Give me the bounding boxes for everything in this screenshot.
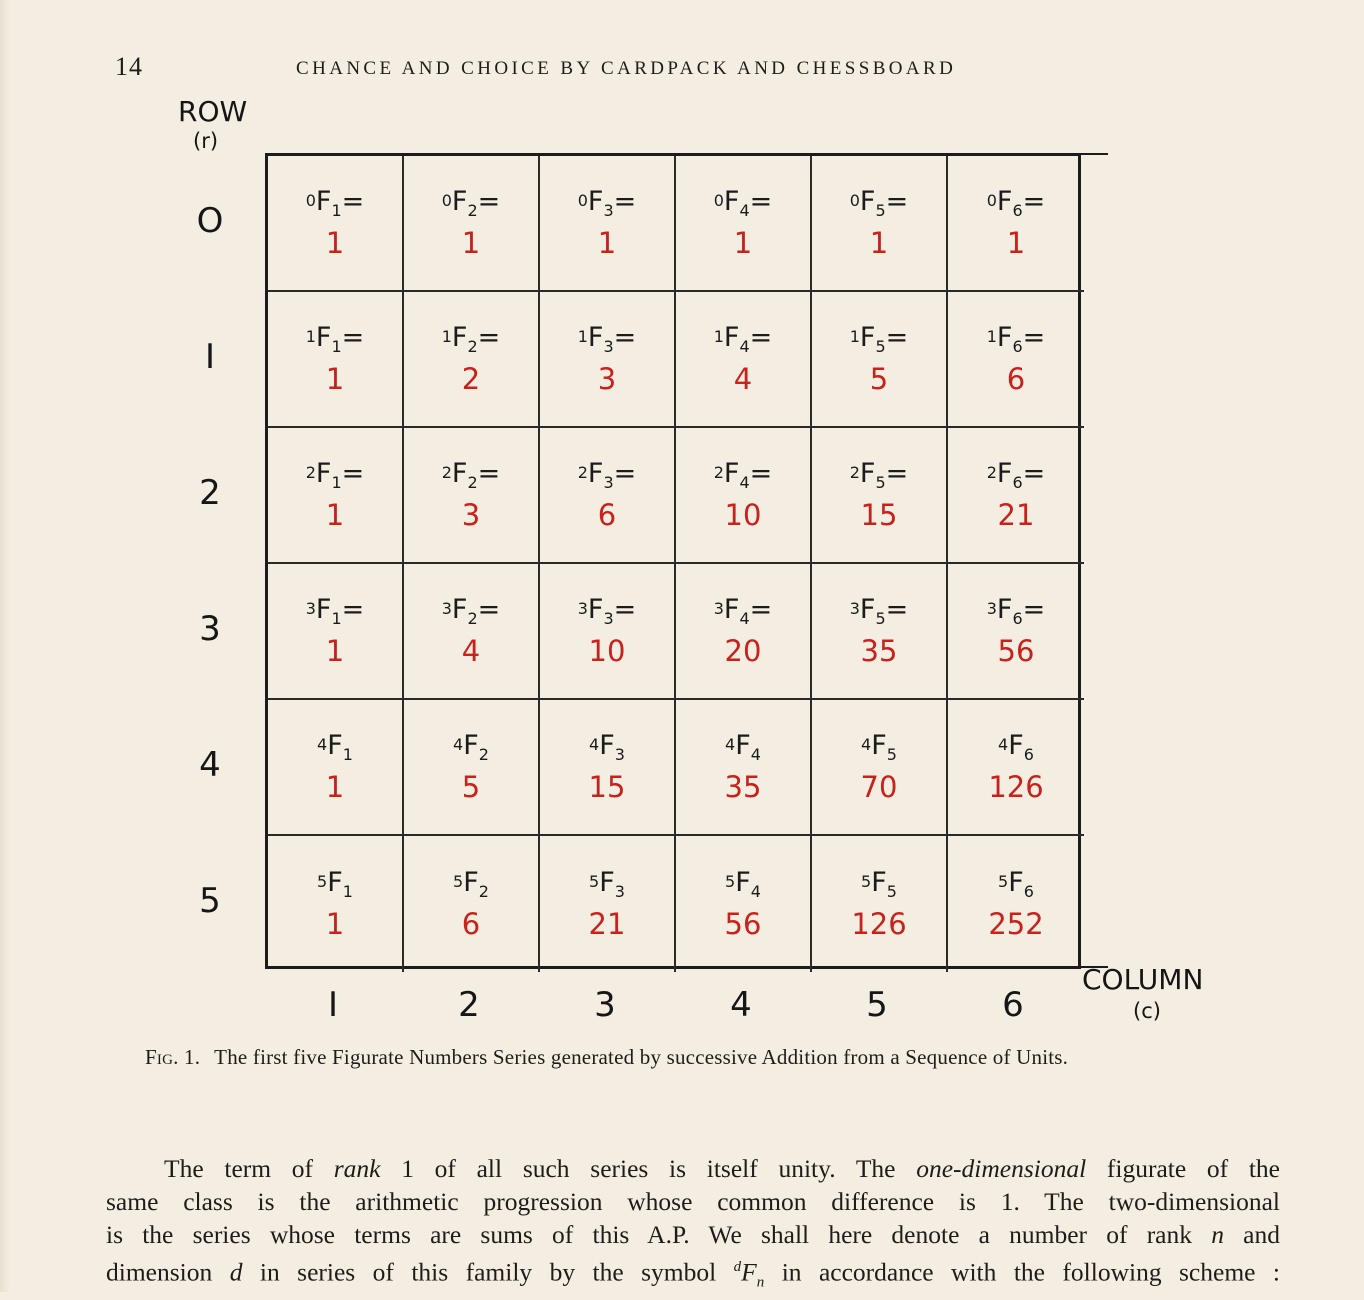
grid-cell	[948, 564, 1084, 700]
cell-value: 6	[597, 498, 617, 532]
cell-symbol: $^1F_6=$	[986, 322, 1046, 356]
row-label: 3	[199, 609, 221, 649]
cell-value: 1	[1006, 226, 1026, 260]
row-label: I	[204, 337, 216, 377]
cell-symbol: $^5F_6$	[998, 867, 1034, 901]
grid-cell	[676, 700, 812, 836]
grid-cell	[676, 156, 812, 292]
grid-cell	[404, 564, 540, 700]
row-label: 2	[199, 473, 221, 513]
cell-value: 10	[588, 634, 626, 668]
cell-value: 1	[597, 226, 617, 260]
grid-cell	[676, 292, 812, 428]
cell-symbol: $^2F_2=$	[441, 458, 501, 492]
cell-value: 1	[325, 498, 345, 532]
cell-value: 1	[461, 226, 481, 260]
cell-symbol: $^3F_2=$	[441, 594, 501, 628]
grid-cell	[812, 564, 948, 700]
cell-symbol: $^5F_3$	[589, 867, 625, 901]
cell-value: 6	[461, 907, 481, 941]
grid-cell	[268, 836, 404, 972]
column-label: 3	[594, 985, 616, 1025]
cell-symbol: $^1F_5=$	[849, 322, 909, 356]
grid-cell	[540, 292, 676, 428]
grid-cell	[676, 564, 812, 700]
cell-value: 4	[733, 362, 753, 396]
cell-value: 21	[997, 498, 1035, 532]
cell-value: 2	[461, 362, 481, 396]
grid-cell	[676, 836, 812, 972]
grid-cell	[812, 700, 948, 836]
body-line: dimension d in series of this family by the symbol $^dF_n$ in accordance with the following scheme :	[106, 1257, 1280, 1291]
column-axis-title: COLUMN	[1082, 963, 1204, 996]
column-label: 6	[1002, 985, 1024, 1025]
grid-cell	[404, 292, 540, 428]
cell-value: 70	[860, 770, 898, 804]
cell-symbol: $^0F_1=$	[305, 186, 365, 220]
cell-value: 5	[869, 362, 889, 396]
grid-cell	[948, 292, 1084, 428]
row-label: O	[196, 201, 224, 241]
caption-label: Fig. 1.	[145, 1045, 201, 1069]
cell-symbol: $^4F_1$	[317, 730, 353, 764]
grid-cell	[404, 428, 540, 564]
cell-symbol: $^2F_1=$	[305, 458, 365, 492]
cell-symbol: $^5F_5$	[861, 867, 897, 901]
cell-symbol: $^2F_6=$	[986, 458, 1046, 492]
cell-symbol: $^4F_5$	[861, 730, 897, 764]
cell-symbol: $^3F_5=$	[849, 594, 909, 628]
cell-symbol: $^0F_2=$	[441, 186, 501, 220]
grid-cell	[268, 292, 404, 428]
cell-symbol: $^4F_3$	[589, 730, 625, 764]
grid-cell	[268, 700, 404, 836]
grid-rule	[1078, 153, 1108, 155]
cell-symbol: $^4F_4$	[725, 730, 761, 764]
body-line: is the series whose terms are sums of this A.P. We shall here denote a number of rank n and	[106, 1220, 1280, 1249]
body-paragraph	[106, 1152, 1280, 1300]
grid-cell	[404, 700, 540, 836]
cell-value: 1	[733, 226, 753, 260]
cell-value: 3	[597, 362, 617, 396]
grid-cell	[812, 292, 948, 428]
grid-cell	[948, 836, 1084, 972]
grid-cell	[540, 564, 676, 700]
cell-value: 252	[988, 907, 1044, 941]
grid-cell	[404, 156, 540, 292]
cell-symbol: $^3F_4=$	[713, 594, 773, 628]
grid-cell	[948, 428, 1084, 564]
cell-value: 10	[724, 498, 762, 532]
column-label: 2	[458, 985, 480, 1025]
row-label: 5	[199, 881, 221, 921]
cell-value: 3	[461, 498, 481, 532]
grid-cell	[948, 700, 1084, 836]
cell-symbol: $^4F_2$	[453, 730, 489, 764]
cell-symbol: $^2F_4=$	[713, 458, 773, 492]
cell-value: 56	[724, 907, 762, 941]
grid-cell	[268, 156, 404, 292]
grid-cell	[540, 836, 676, 972]
body-line: The term of rank 1 of all such series is itself unity. The one-dimensional figurate of the	[164, 1154, 1280, 1183]
grid-cell	[812, 428, 948, 564]
cell-symbol: $^3F_3=$	[577, 594, 637, 628]
cell-value: 126	[988, 770, 1044, 804]
grid-cell	[812, 836, 948, 972]
grid-cell	[676, 428, 812, 564]
grid-cell	[540, 156, 676, 292]
cell-symbol: $^1F_1=$	[305, 322, 365, 356]
cell-symbol: $^4F_6$	[998, 730, 1034, 764]
cell-value: 35	[860, 634, 898, 668]
row-axis-title: ROW	[178, 95, 248, 128]
cell-value: 20	[724, 634, 762, 668]
cell-symbol: $^0F_3=$	[577, 186, 637, 220]
column-axis-variable: (c)	[1133, 999, 1161, 1023]
grid-cell	[812, 156, 948, 292]
cell-symbol: $^5F_2$	[453, 867, 489, 901]
grid-cell	[404, 836, 540, 972]
row-label: 4	[199, 745, 221, 785]
cell-symbol: $^0F_4=$	[713, 186, 773, 220]
caption-text: The first five Figurate Numbers Series generated by successive Addition from a Sequence of Units.	[214, 1045, 1069, 1069]
cell-value: 15	[860, 498, 898, 532]
cell-symbol: $^2F_3=$	[577, 458, 637, 492]
column-label: 5	[866, 985, 888, 1025]
cell-value: 6	[1006, 362, 1026, 396]
running-head: CHANCE AND CHOICE BY CARDPACK AND CHESSBOARD	[296, 58, 957, 79]
page-edge	[0, 0, 10, 1292]
body-line: same class is the arithmetic progression whose common difference is 1. The two-dimensional	[106, 1187, 1280, 1216]
grid-cell	[540, 428, 676, 564]
figurate-number-grid	[265, 153, 1081, 969]
row-labels	[180, 153, 240, 969]
column-label: I	[327, 985, 339, 1025]
cell-value: 5	[461, 770, 481, 804]
cell-symbol: $^1F_3=$	[577, 322, 637, 356]
grid-cell	[540, 700, 676, 836]
cell-value: 1	[325, 226, 345, 260]
grid-cell	[948, 156, 1084, 292]
grid-cell	[268, 564, 404, 700]
grid-cell	[268, 428, 404, 564]
cell-symbol: $^5F_4$	[725, 867, 761, 901]
cell-value: 1	[325, 770, 345, 804]
cell-value: 1	[325, 634, 345, 668]
cell-symbol: $^1F_4=$	[713, 322, 773, 356]
cell-symbol: $^0F_5=$	[849, 186, 909, 220]
cell-value: 35	[724, 770, 762, 804]
column-labels	[265, 985, 1081, 1025]
row-axis-variable: (r)	[193, 129, 219, 153]
cell-value: 4	[461, 634, 481, 668]
cell-symbol: $^2F_5=$	[849, 458, 909, 492]
page-number: 14	[115, 52, 143, 81]
cell-symbol: $^3F_1=$	[305, 594, 365, 628]
cell-symbol: $^5F_1$	[317, 867, 353, 901]
cell-symbol: $^1F_2=$	[441, 322, 501, 356]
cell-symbol: $^3F_6=$	[986, 594, 1046, 628]
cell-value: 21	[588, 907, 626, 941]
cell-symbol: $^0F_6=$	[986, 186, 1046, 220]
figure-caption	[145, 1045, 1068, 1070]
column-label: 4	[730, 985, 752, 1025]
cell-value: 15	[588, 770, 626, 804]
cell-value: 1	[325, 362, 345, 396]
cell-value: 56	[997, 634, 1035, 668]
cell-value: 1	[869, 226, 889, 260]
cell-value: 1	[325, 907, 345, 941]
cell-value: 126	[851, 907, 907, 941]
